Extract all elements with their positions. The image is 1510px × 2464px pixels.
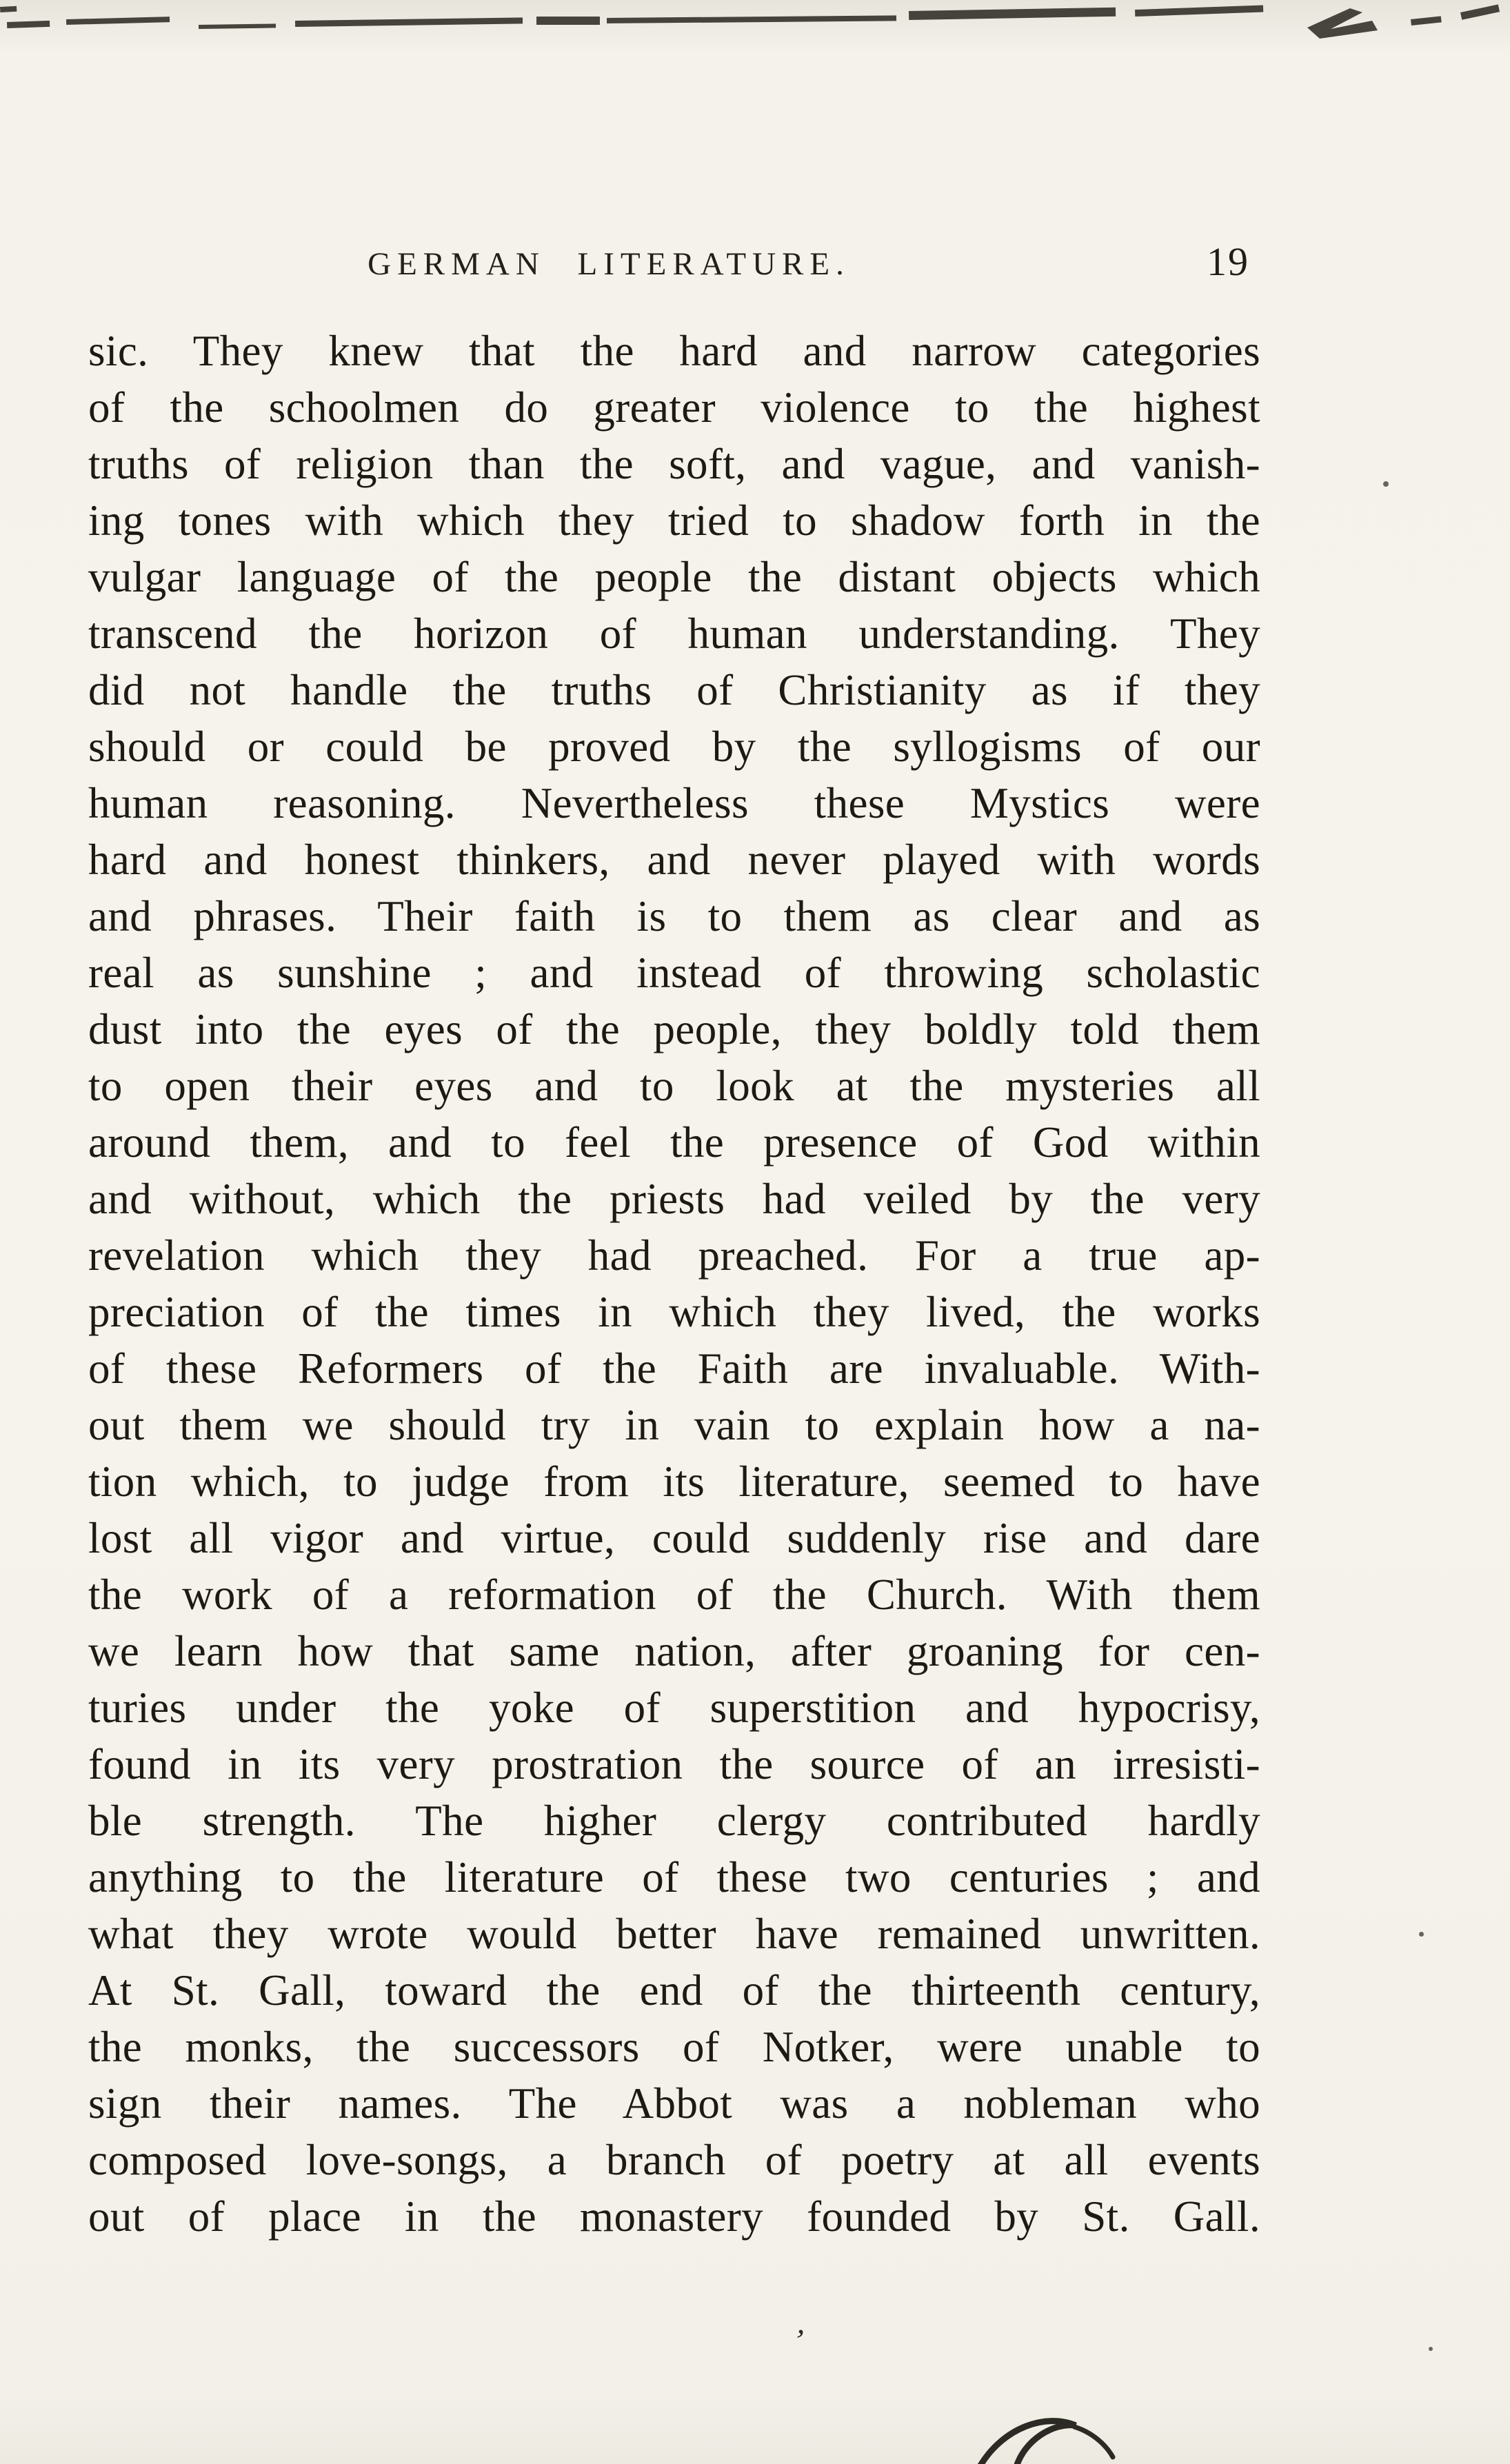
ink-speck-bottom-center: ’ [792,2322,807,2359]
text-line: around them, and to feel the presence of God within [88,1118,1260,1167]
text-line: revelation which they had preached. For a true ap- [88,1231,1260,1280]
text-line: anything to the literature of these two centuries ; and [88,1853,1260,1901]
running-title: GERMAN LITERATURE. [368,246,850,282]
text-line: dust into the eyes of the people, they boldly told them [88,1005,1260,1053]
text-line: vulgar language of the people the distant objects which [88,553,1260,601]
text-line: the monks, the successors of Notker, were unable to [88,2023,1260,2071]
text-line: of the schoolmen do greater violence to the highest [88,383,1260,432]
text-line: did not handle the truths of Christianity as if they [88,666,1260,714]
body-text [88,323,1260,2245]
text-line: sign their names. The Abbot was a nobleman who [88,2079,1260,2128]
text-line: real as sunshine ; and instead of throwing scholastic [88,949,1260,997]
ink-speck [1383,481,1389,487]
scan-artifact-top-streaks [0,0,1510,65]
text-line: tion which, to judge from its literature, seemed to have [88,1457,1260,1506]
text-line: what they wrote would better have remained unwritten. [88,1910,1260,1958]
text-line: composed love-songs, a branch of poetry at all events [88,2136,1260,2184]
text-line: ing tones with which they tried to shadow forth in the [88,496,1260,545]
text-line: lost all vigor and virtue, could suddenly rise and dare [88,1514,1260,1562]
ink-speck [1419,1932,1424,1937]
text-line: out them we should try in vain to explain how a na- [88,1401,1260,1449]
text-line: and without, which the priests had veiled by the very [88,1175,1260,1223]
text-line: human reasoning. Nevertheless these Mystics were [88,779,1260,827]
ink-speck [1429,2347,1433,2351]
text-line: turies under the yoke of superstition and hypocrisy, [88,1684,1260,1732]
text-line: to open their eyes and to look at the mysteries all [88,1062,1260,1110]
text-line: the work of a reformation of the Church. With them [88,1571,1260,1619]
text-line: truths of religion than the soft, and vague, and vanish- [88,440,1260,488]
scan-artifact-bottom-flourish [971,2412,1136,2464]
text-line: of these Reformers of the Faith are invaluable. With- [88,1344,1260,1393]
text-line: we learn how that same nation, after groaning for cen- [88,1627,1260,1675]
flourish-svg [971,2412,1136,2464]
text-line: ble strength. The higher clergy contributed hardly [88,1797,1260,1845]
text-line: preciation of the times in which they lived, the works [88,1288,1260,1336]
text-line: sic. They knew that the hard and narrow categories [88,327,1260,375]
text-line: hard and honest thinkers, and never played with words [88,836,1260,884]
text-line: should or could be proved by the syllogisms of our [88,723,1260,771]
text-line: and phrases. Their faith is to them as clear and as [88,892,1260,940]
scan-streaks-svg [0,0,1510,65]
text-line: At St. Gall, toward the end of the thirteenth century, [88,1966,1260,2014]
page-number: 19 [1207,239,1249,284]
page-header [88,239,1260,301]
text-line: out of place in the monastery founded by St. Gall. [88,2192,1260,2241]
text-line: found in its very prostration the source of an irresisti- [88,1740,1260,1788]
text-line: transcend the horizon of human understanding. They [88,609,1260,658]
